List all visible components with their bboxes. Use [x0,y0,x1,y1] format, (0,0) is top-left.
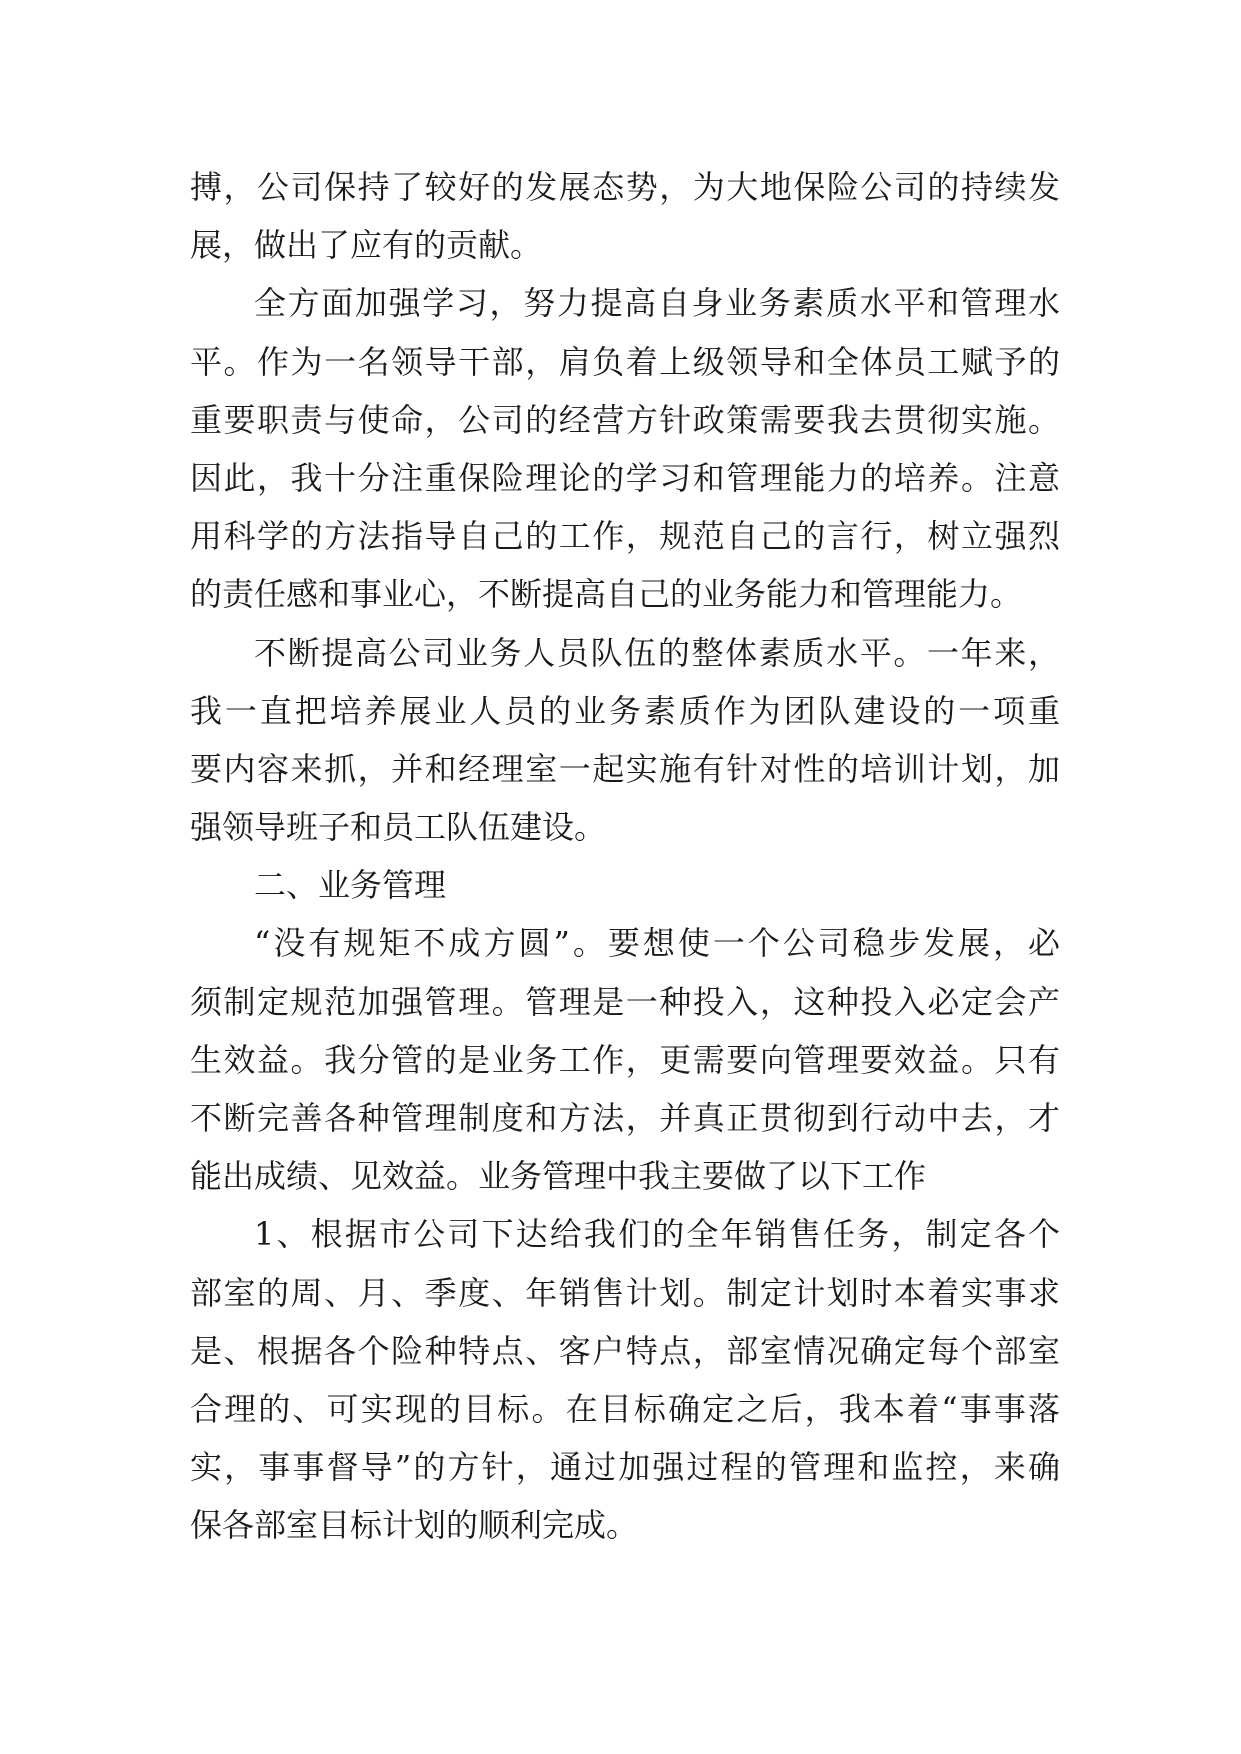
text-line: 强领导班子和员工队伍建设。 [190,808,607,847]
text-line: 不断提高公司业务人员队伍的整体素质水平。一年来， [254,633,1060,672]
text-line: 1、根据市公司下达给我们的全年销售任务，制定各个 [254,1215,1060,1254]
text-line: 我一直把培养展业人员的业务素质作为团队建设的一项重 [190,691,1060,730]
text-line: 二、业务管理 [254,866,447,905]
text-line: 合理的、可实现的目标。在目标确定之后，我本着“事事落 [190,1389,1060,1428]
text-line: 重要职责与使命，公司的经营方针政策需要我去贯彻实施。 [190,400,1060,439]
text-line: 全方面加强学习，努力提高自身业务素质水平和管理水 [254,284,1060,323]
text-line: 能出成绩、见效益。业务管理中我主要做了以下工作 [190,1157,927,1196]
text-line: 搏，公司保持了较好的发展态势，为大地保险公司的持续发 [190,168,1060,206]
text-line: 部室的周、月、季度、年销售计划。制定计划时本着实事求 [190,1273,1060,1312]
text-line: 是、根据各个险种特点、客户特点，部室情况确定每个部室 [190,1331,1060,1370]
text-line: 要内容来抓，并和经理室一起实施有针对性的培训计划，加 [190,749,1060,788]
text-line: 实，事事督导”的方针，通过加强过程的管理和监控，来确 [190,1448,1060,1487]
text-line: 生效益。我分管的是业务工作，更需要向管理要效益。只有 [190,1040,1060,1079]
text-line: “没有规矩不成方圆”。要想使一个公司稳步发展，必 [254,924,1060,963]
text-line: 须制定规范加强管理。管理是一种投入，这种投入必定会产 [190,982,1060,1021]
text-line: 的责任感和事业心，不断提高自己的业务能力和管理能力。 [190,575,1023,614]
text-line: 因此，我十分注重保险理论的学习和管理能力的培养。注意 [190,458,1060,497]
text-line: 用科学的方法指导自己的工作，规范自己的言行，树立强烈 [190,517,1060,556]
document-body [190,158,1060,1555]
text-line: 展，做出了应有的贡献。 [190,226,543,265]
text-line: 保各部室目标计划的顺利完成。 [190,1506,639,1545]
text-line: 不断完善各种管理制度和方法，并真正贯彻到行动中去，才 [190,1099,1060,1137]
text-line: 平。作为一名领导干部，肩负着上级领导和全体员工赋予的 [190,342,1060,381]
